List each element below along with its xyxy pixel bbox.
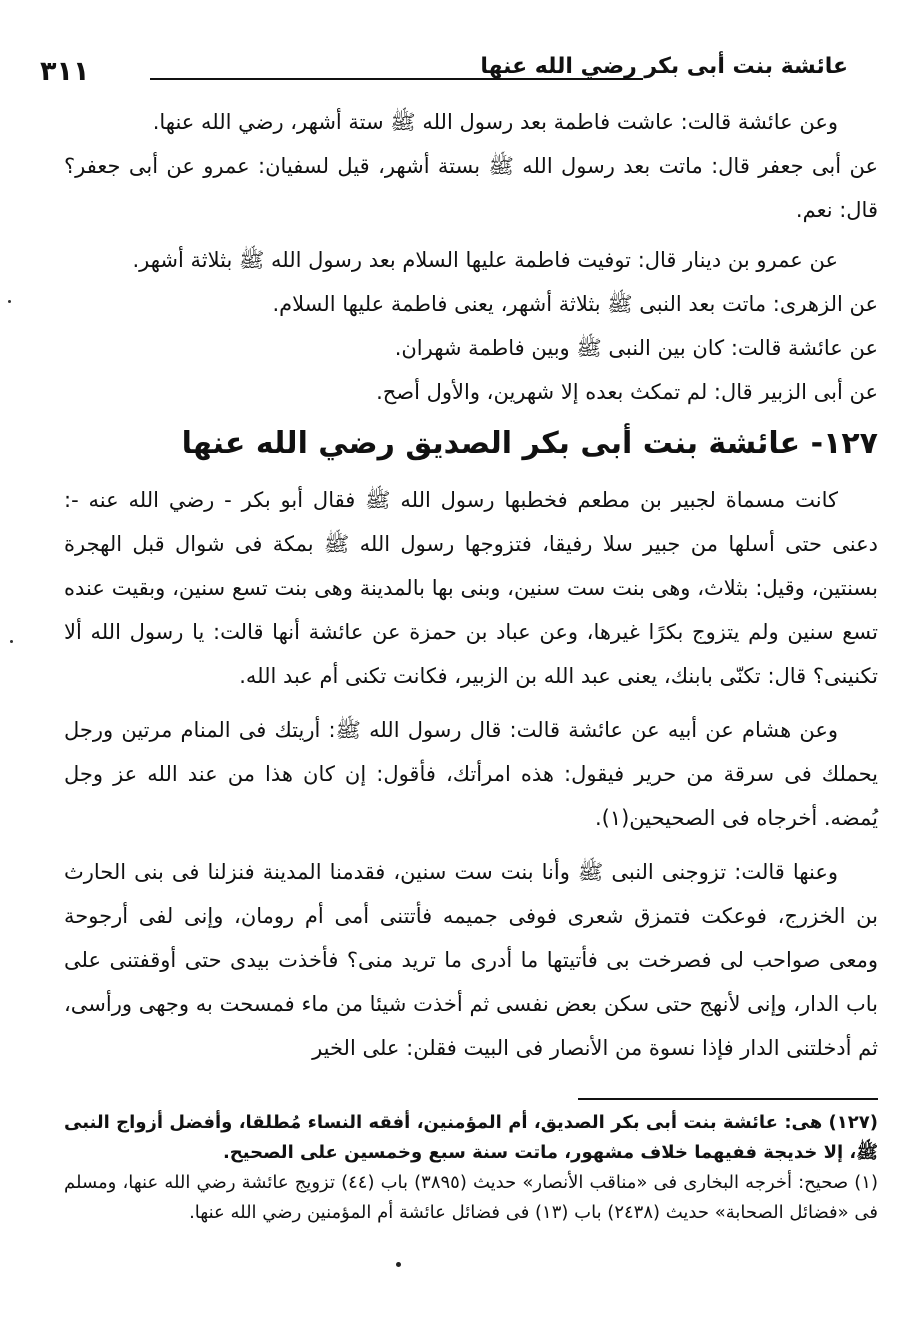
footnote: (١) صحيح: أخرجه البخارى فى «مناقب الأنصار» حديث (٣٨٩٥) باب (٤٤) تزويج عائشة رضي الله عنها، ومسلم فى «فضائل الصحابة» حديث (٢٤٣٨) باب (١٣) فى فضائل عائشة أم المؤمنين رضي الله عنها.	[64, 1172, 878, 1223]
footnotes	[64, 1108, 878, 1228]
footnote-rule	[578, 1098, 878, 1100]
chapter-heading: ١٢٧- عائشة بنت أبى بكر الصديق رضي الله عنها	[181, 426, 878, 461]
main-text	[64, 100, 878, 1070]
paragraph: عن الزهرى: ماتت بعد النبى ﷺ بثلاثة أشهر، يعنى فاطمة عليها السلام.	[272, 292, 878, 316]
scan-speck	[8, 300, 11, 303]
running-title: عائشة بنت أبى بكر رضي الله عنها	[480, 54, 848, 79]
paragraph: عن عائشة قالت: كان بين النبى ﷺ وبين فاطمة شهران.	[394, 336, 878, 360]
paragraph: وعن هشام عن أبيه عن عائشة قالت: قال رسول الله ﷺ: أريتك فى المنام مرتين ورجل يحملك فى سرقة من حرير فيقول: هذه امرأتك، فأقول: إن كان هذا من عند الله عز وجل يُمضه. أخرجاه فى الصحيحين(١).	[64, 718, 878, 830]
scan-dot	[396, 1262, 401, 1267]
paragraph: وعنها قالت: تزوجنى النبى ﷺ وأنا بنت ست سنين، فقدمنا المدينة فنزلنا فى بنى الحارث بن الخزرج، فوعكت فتمزق شعرى فوفى جميمه فأتتنى أمى أم رومان، وإنى لفى أرجوحة ومعى صواحب لى فصرخت بى فأتيتها ما أدرى ما تريد منى؟ فأخذت بيدى حتى أوقفتنى على باب الدار، وإنى لأنهج حتى سكن بعض نفسى ثم أخذت شيئا من ماء فمسحت به وجهى ورأسى، ثم أدخلتنى الدار فإذا نسوة من الأنصار فى البيت فقلن: على الخير	[64, 860, 878, 1060]
footnote: (١٢٧) هى: عائشة بنت أبى بكر الصديق، أم المؤمنين، أفقه النساء مُطلقا، وأفضل أزواج النبى ﷺ، إلا خديجة ففيهما خلاف مشهور، ماتت سنة سبع وخمسين على الصحيح.	[64, 1112, 878, 1163]
paragraph: عن أبى جعفر قال: ماتت بعد رسول الله ﷺ بستة أشهر، قيل لسفيان: عمرو عن أبى جعفر؟ قال: نعم.	[64, 154, 878, 222]
running-header	[40, 52, 848, 92]
scan-speck	[10, 640, 13, 643]
paragraph: عن عمرو بن دينار قال: توفيت فاطمة عليها السلام بعد رسول الله ﷺ بثلاثة أشهر.	[132, 248, 838, 272]
paragraph: كانت مسماة لجبير بن مطعم فخطبها رسول الله ﷺ فقال أبو بكر - رضي الله عنه -: دعنى حتى أسلها من جبير سلا رفيقا، فتزوجها رسول الله ﷺ بمكة فى شوال قبل الهجرة بسنتين، وقيل: بثلاث، وهى بنت ست سنين، وبنى بها بالمدينة وهى بنت تسع سنين، وبقيت عنده تسع سنين ولم يتزوج بكرًا غيرها، وعن عباد بن حمزة عن عائشة أنها قالت: يا رسول الله ألا تكنينى؟ قال: تكنّى بابنك، يعنى عبد الله بن الزبير، فكانت تكنى أم عبد الله.	[64, 488, 878, 688]
paragraph: عن أبى الزبير قال: لم تمكث بعده إلا شهرين، والأول أصح.	[376, 380, 878, 404]
paragraph: وعن عائشة قالت: عاشت فاطمة بعد رسول الله ﷺ ستة أشهر، رضي الله عنها.	[152, 110, 838, 134]
header-rule	[150, 78, 643, 80]
page-number: ٣١١	[40, 56, 90, 87]
